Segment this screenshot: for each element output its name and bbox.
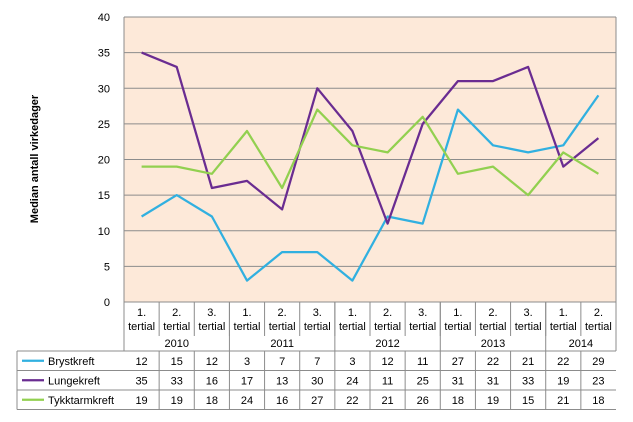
data-label: 16 — [276, 394, 289, 407]
data-label: 31 — [486, 375, 500, 388]
data-label: 19 — [170, 394, 183, 407]
category-label: 2. — [172, 307, 182, 319]
category-label: tertial — [584, 321, 612, 333]
y-tick-label: 15 — [97, 190, 110, 203]
data-label: 30 — [311, 375, 324, 388]
data-label: 25 — [416, 375, 429, 388]
y-axis-label: Median antall virkedager — [29, 94, 41, 224]
y-tick-label: 10 — [97, 225, 110, 238]
category-label: tertial — [128, 321, 156, 333]
data-label: 16 — [205, 375, 218, 388]
category-label: tertial — [549, 321, 577, 333]
category-label: tertial — [233, 321, 261, 333]
data-label: 31 — [451, 375, 464, 388]
data-label: 7 — [279, 355, 286, 368]
data-label: 11 — [417, 355, 429, 368]
data-label: 18 — [205, 394, 218, 407]
data-label: 13 — [276, 375, 289, 388]
data-label: 29 — [592, 355, 605, 368]
data-label: 21 — [522, 355, 535, 368]
data-label: 27 — [451, 355, 464, 368]
group-label: 2011 — [270, 338, 294, 350]
category-label: tertial — [514, 321, 542, 333]
category-label: tertial — [303, 321, 331, 333]
data-label: 22 — [346, 394, 359, 407]
legend-label: Brystkreft — [48, 355, 95, 368]
data-label: 33 — [522, 375, 535, 388]
y-tick-label: 0 — [103, 297, 110, 309]
category-label: 1. — [558, 307, 568, 319]
legend-label: Tykktarmkreft — [48, 394, 115, 407]
data-label: 23 — [592, 375, 605, 388]
data-label: 21 — [381, 394, 394, 407]
category-label: 3. — [523, 307, 533, 319]
y-tick-label: 20 — [97, 154, 110, 167]
category-label: tertial — [409, 321, 437, 333]
y-tick-label: 35 — [97, 47, 110, 60]
data-label: 15 — [170, 355, 183, 368]
group-label: 2012 — [375, 338, 400, 350]
data-label: 21 — [557, 394, 570, 407]
data-label: 27 — [311, 394, 324, 407]
data-label: 26 — [416, 394, 429, 407]
category-label: 2. — [488, 307, 498, 319]
data-label: 7 — [314, 355, 321, 368]
data-label: 12 — [135, 355, 148, 368]
data-label: 18 — [451, 394, 464, 407]
data-label: 33 — [170, 375, 183, 388]
data-label: 15 — [522, 394, 535, 407]
category-label: 3. — [312, 307, 322, 319]
data-label: 19 — [486, 394, 500, 407]
category-label: 2. — [382, 307, 393, 319]
category-label: tertial — [198, 321, 226, 333]
data-label: 19 — [135, 394, 148, 407]
data-label: 12 — [381, 355, 394, 368]
data-label: 3 — [349, 355, 356, 368]
data-label: 22 — [557, 355, 570, 368]
data-label: 18 — [592, 394, 605, 407]
y-tick-label: 25 — [97, 118, 110, 131]
category-label: 1. — [453, 307, 463, 319]
category-label: tertial — [374, 321, 402, 333]
group-label: 2014 — [568, 338, 594, 350]
category-label: 1. — [136, 307, 147, 319]
legend-label: Lungekreft — [48, 375, 100, 388]
data-label: 35 — [135, 375, 148, 388]
category-label: 3. — [207, 307, 217, 319]
y-tick-label: 5 — [103, 261, 110, 274]
category-label: 1. — [242, 307, 252, 319]
category-label: tertial — [444, 321, 472, 333]
category-label: tertial — [163, 321, 191, 333]
category-label: tertial — [479, 321, 507, 333]
group-label: 2013 — [480, 338, 506, 350]
data-label: 19 — [557, 375, 570, 388]
data-label: 11 — [381, 375, 394, 388]
category-label: 1. — [347, 307, 358, 319]
group-label: 2010 — [164, 338, 189, 350]
y-tick-label: 30 — [97, 83, 110, 96]
category-label: 2. — [593, 307, 604, 319]
data-label: 22 — [486, 355, 500, 368]
category-label: 3. — [418, 307, 428, 319]
data-label: 24 — [346, 375, 359, 388]
data-label: 3 — [243, 355, 251, 368]
data-label: 17 — [240, 375, 254, 388]
category-label: tertial — [268, 321, 296, 333]
data-label: 24 — [240, 394, 254, 407]
category-label: 2. — [277, 307, 287, 319]
data-label: 12 — [205, 355, 218, 368]
y-tick-label: 40 — [97, 12, 110, 24]
category-label: tertial — [338, 321, 366, 333]
